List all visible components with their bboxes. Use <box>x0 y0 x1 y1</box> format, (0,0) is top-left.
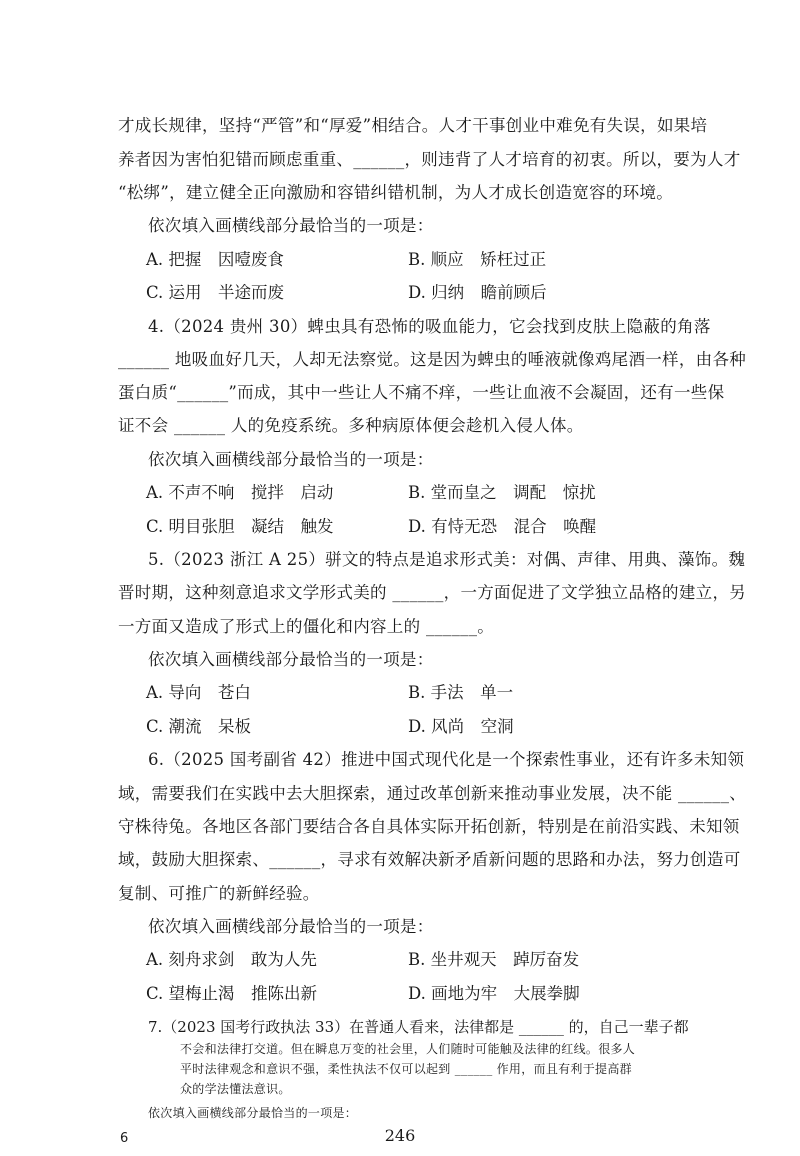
q4-option-b: B. 堂而皇之 调配 惊扰 <box>408 483 596 502</box>
q6-stem-line: 域，需要我们在实践中去大胆探索，通过改革创新来推动事业发展，决不能 ______、 <box>118 784 747 803</box>
q7-prompt: 依次填入画横线部分最恰当的一项是： <box>148 1106 358 1120</box>
q5-stem-line: 5.（2023 浙江 A 25）骈文的特点是追求形式美：对偶、声律、用典、藻饰。魏 <box>148 550 746 569</box>
option-d: D. 归纳 瞻前顾后 <box>408 283 547 302</box>
q7-stem-line: 不会和法律打交道。但在瞬息万变的社会里，人们随时可能触及法律的红线。很多人 <box>180 1042 636 1056</box>
q5-stem-line: 一方面又造成了形式上的僵化和内容上的 ______。 <box>118 617 495 636</box>
q4-option-c: C. 明目张胆 凝结 触发 <box>146 517 334 536</box>
q5-option-a: A. 导向 苍白 <box>146 683 251 702</box>
q7-stem-line: 平时法律观念和意识不强，柔性执法不仅可以起到 ______ 作用，而且有利于提高群 <box>180 1062 632 1076</box>
q6-stem-line: 域，鼓励大胆探索、______，寻求有效解决新矛盾新问题的思路和办法，努力创造可 <box>118 850 741 869</box>
q7-stem-line: 7.（2023 国考行政执法 33）在普通人看来，法律都是 ______ 的，自己一辈子都 <box>148 1018 689 1036</box>
q4-prompt: 依次填入画横线部分最恰当的一项是： <box>148 450 434 469</box>
q4-option-d: D. 有恃无恐 混合 唤醒 <box>408 517 597 536</box>
q4-stem-line: 证不会 ______ 人的免疫系统。多种病原体便会趁机入侵人体。 <box>118 416 584 435</box>
option-b: B. 顺应 矫枉过正 <box>408 250 547 269</box>
q7-stem-line: 众的学法懂法意识。 <box>180 1082 291 1096</box>
passage-line: 养者因为害怕犯错而顾虑重重、______，则违背了人才培育的初衷。所以，要为人才 <box>118 150 741 169</box>
q6-stem-line: 6.（2025 国考副省 42）推进中国式现代化是一个探索性事业，还有许多未知领 <box>148 750 745 769</box>
passage-line: 才成长规律，坚持“严管”和“厚爱”相结合。人才干事创业中难免有失误，如果培 <box>118 116 708 135</box>
passage-line: “松绑”，建立健全正向激励和容错纠错机制，为人才成长创造宽容的环境。 <box>118 183 674 202</box>
q5-prompt: 依次填入画横线部分最恰当的一项是： <box>148 650 434 669</box>
q6-option-c: C. 望梅止渴 推陈出新 <box>146 984 318 1003</box>
option-c: C. 运用 半途而废 <box>146 283 285 302</box>
q4-option-a: A. 不声不响 搅拌 启动 <box>146 483 334 502</box>
q4-stem-line: ______ 地吸血好几天，人却无法察觉。这是因为蜱虫的唾液就像鸡尾酒一样，由各种 <box>118 350 747 369</box>
q6-option-b: B. 坐井观天 踔厉奋发 <box>408 950 580 969</box>
q6-option-d: D. 画地为牢 大展拳脚 <box>408 984 580 1003</box>
option-a: A. 把握 因噎废食 <box>146 250 284 269</box>
q6-option-a: A. 刻舟求剑 敢为人先 <box>146 950 317 969</box>
q5-option-c: C. 潮流 呆板 <box>146 717 252 736</box>
q5-stem-line: 晋时期，这种刻意追求文学形式美的 ______，一方面促进了文学独立品格的建立，另 <box>118 583 747 602</box>
q4-stem-line: 蛋白质“______”而成，其中一些让人不痛不痒，一些让血液不会凝固，还有一些保 <box>118 383 725 402</box>
page-number: 246 <box>384 1126 416 1145</box>
q5-option-d: D. 风尚 空洞 <box>408 717 514 736</box>
q4-stem-line: 4.（2024 贵州 30）蜱虫具有恐怖的吸血能力，它会找到皮肤上隐蔽的角落 <box>148 317 711 336</box>
corner-mark: 6 <box>120 1131 129 1146</box>
q6-stem-line: 复制、可推广的新鲜经验。 <box>118 884 320 903</box>
q6-prompt: 依次填入画横线部分最恰当的一项是： <box>148 917 434 936</box>
question-prompt: 依次填入画横线部分最恰当的一项是： <box>148 216 434 235</box>
q6-stem-line: 守株待兔。各地区各部门要结合各自具体实际开拓创新，特别是在前沿实践、未知领 <box>118 817 740 836</box>
q5-option-b: B. 手法 单一 <box>408 683 514 702</box>
